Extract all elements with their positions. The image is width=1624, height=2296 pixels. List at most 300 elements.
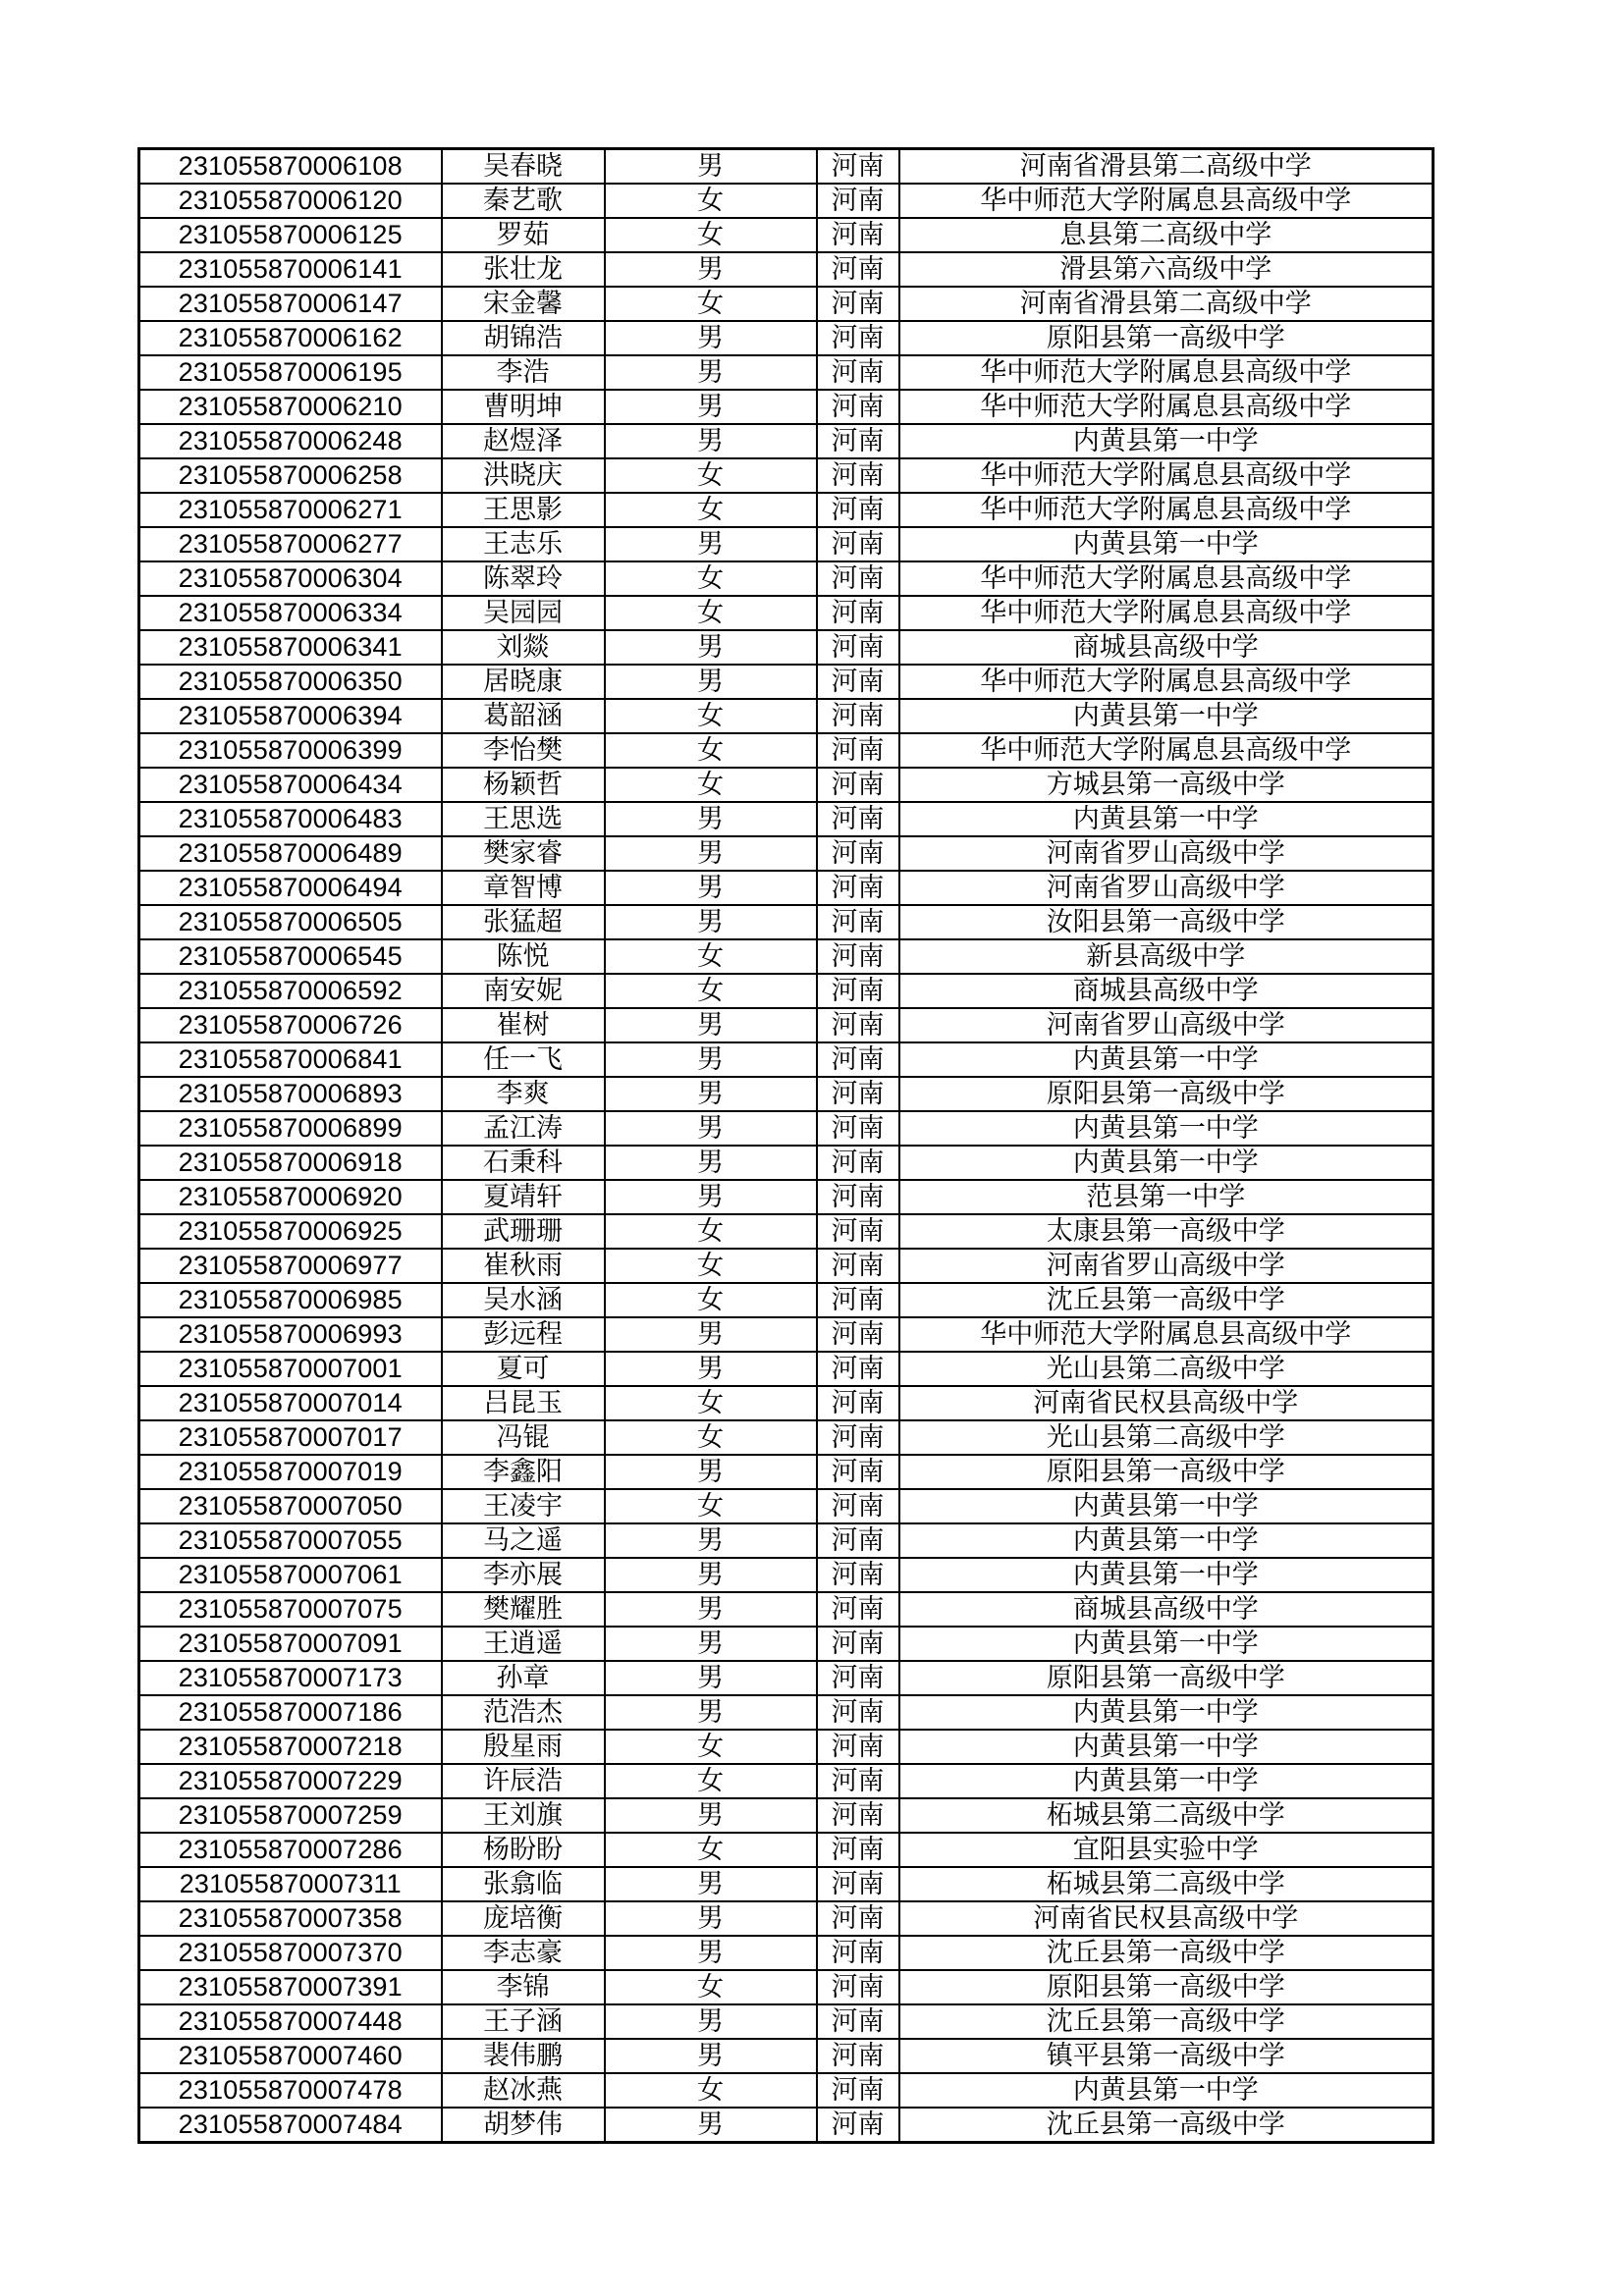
province-cell: 河南	[817, 871, 899, 905]
table-row	[139, 390, 1434, 424]
province-cell: 河南	[817, 149, 899, 185]
province-cell: 河南	[817, 733, 899, 768]
name-cell: 夏靖轩	[442, 1180, 605, 1214]
name-cell: 赵煜泽	[442, 424, 605, 458]
student-id-cell: 231055870006304	[139, 561, 442, 596]
school-cell: 河南省滑县第二高级中学	[899, 149, 1434, 185]
student-id-cell: 231055870006271	[139, 493, 442, 527]
table-row	[139, 974, 1434, 1008]
roster-body	[139, 149, 1434, 2143]
school-cell: 内黄县第一中学	[899, 1558, 1434, 1592]
name-cell: 赵冰燕	[442, 2073, 605, 2108]
school-cell: 华中师范大学附属息县高级中学	[899, 493, 1434, 527]
school-cell: 商城县高级中学	[899, 1592, 1434, 1627]
school-cell: 内黄县第一中学	[899, 1111, 1434, 1146]
table-row	[139, 1661, 1434, 1695]
student-id-cell: 231055870006394	[139, 699, 442, 733]
table-row	[139, 768, 1434, 802]
table-row	[139, 321, 1434, 355]
table-row	[139, 2108, 1434, 2143]
student-id-cell: 231055870007055	[139, 1523, 442, 1558]
table-row	[139, 1901, 1434, 1936]
province-cell: 河南	[817, 596, 899, 630]
table-row	[139, 1867, 1434, 1901]
school-cell: 原阳县第一高级中学	[899, 321, 1434, 355]
gender-cell: 男	[605, 1455, 817, 1489]
school-cell: 原阳县第一高级中学	[899, 1661, 1434, 1695]
student-id-cell: 231055870006399	[139, 733, 442, 768]
student-id-cell: 231055870007370	[139, 1936, 442, 1970]
student-id-cell: 231055870007460	[139, 2039, 442, 2073]
gender-cell: 男	[605, 802, 817, 836]
name-cell: 洪晓庆	[442, 458, 605, 493]
gender-cell: 男	[605, 1523, 817, 1558]
student-id-cell: 231055870006726	[139, 1008, 442, 1042]
table-row	[139, 2004, 1434, 2039]
student-roster-table	[137, 147, 1435, 2144]
name-cell: 任一飞	[442, 1042, 605, 1077]
student-id-cell: 231055870006483	[139, 802, 442, 836]
school-cell: 华中师范大学附属息县高级中学	[899, 355, 1434, 390]
province-cell: 河南	[817, 2073, 899, 2108]
name-cell: 李亦展	[442, 1558, 605, 1592]
province-cell: 河南	[817, 1489, 899, 1523]
student-id-cell: 231055870006147	[139, 287, 442, 321]
school-cell: 河南省滑县第二高级中学	[899, 287, 1434, 321]
gender-cell: 男	[605, 1627, 817, 1661]
name-cell: 李锦	[442, 1970, 605, 2004]
student-id-cell: 231055870006258	[139, 458, 442, 493]
gender-cell: 女	[605, 561, 817, 596]
gender-cell: 女	[605, 1833, 817, 1867]
province-cell: 河南	[817, 493, 899, 527]
student-id-cell: 231055870007478	[139, 2073, 442, 2108]
student-id-cell: 231055870006592	[139, 974, 442, 1008]
name-cell: 张壮龙	[442, 252, 605, 287]
province-cell: 河南	[817, 2039, 899, 2073]
province-cell: 河南	[817, 1455, 899, 1489]
student-id-cell: 231055870006108	[139, 149, 442, 185]
name-cell: 殷星雨	[442, 1730, 605, 1764]
school-cell: 华中师范大学附属息县高级中学	[899, 184, 1434, 218]
gender-cell: 男	[605, 1042, 817, 1077]
name-cell: 章智博	[442, 871, 605, 905]
student-id-cell: 231055870006893	[139, 1077, 442, 1111]
student-id-cell: 231055870007017	[139, 1420, 442, 1455]
name-cell: 王思影	[442, 493, 605, 527]
gender-cell: 女	[605, 939, 817, 974]
table-row	[139, 871, 1434, 905]
school-cell: 华中师范大学附属息县高级中学	[899, 665, 1434, 699]
gender-cell: 女	[605, 493, 817, 527]
student-id-cell: 231055870006341	[139, 630, 442, 665]
table-row	[139, 596, 1434, 630]
table-row	[139, 733, 1434, 768]
student-id-cell: 231055870006489	[139, 836, 442, 871]
name-cell: 王志乐	[442, 527, 605, 561]
table-row	[139, 2073, 1434, 2108]
gender-cell: 女	[605, 596, 817, 630]
province-cell: 河南	[817, 1901, 899, 1936]
gender-cell: 男	[605, 630, 817, 665]
school-cell: 内黄县第一中学	[899, 2073, 1434, 2108]
gender-cell: 男	[605, 390, 817, 424]
gender-cell: 女	[605, 1730, 817, 1764]
table-row	[139, 252, 1434, 287]
student-id-cell: 231055870007448	[139, 2004, 442, 2039]
province-cell: 河南	[817, 1077, 899, 1111]
school-cell: 镇平县第一高级中学	[899, 2039, 1434, 2073]
name-cell: 张翕临	[442, 1867, 605, 1901]
school-cell: 河南省民权县高级中学	[899, 1901, 1434, 1936]
province-cell: 河南	[817, 252, 899, 287]
student-id-cell: 231055870007186	[139, 1695, 442, 1730]
gender-cell: 男	[605, 1695, 817, 1730]
school-cell: 原阳县第一高级中学	[899, 1077, 1434, 1111]
student-id-cell: 231055870006925	[139, 1214, 442, 1249]
student-id-cell: 231055870007091	[139, 1627, 442, 1661]
gender-cell: 男	[605, 2108, 817, 2143]
school-cell: 光山县第二高级中学	[899, 1420, 1434, 1455]
school-cell: 沈丘县第一高级中学	[899, 2004, 1434, 2039]
province-cell: 河南	[817, 768, 899, 802]
table-row	[139, 355, 1434, 390]
school-cell: 内黄县第一中学	[899, 802, 1434, 836]
student-id-cell: 231055870007259	[139, 1798, 442, 1833]
name-cell: 张猛超	[442, 905, 605, 939]
gender-cell: 男	[605, 1146, 817, 1180]
student-id-cell: 231055870006248	[139, 424, 442, 458]
student-id-cell: 231055870007075	[139, 1592, 442, 1627]
province-cell: 河南	[817, 630, 899, 665]
province-cell: 河南	[817, 1111, 899, 1146]
table-row	[139, 1317, 1434, 1352]
name-cell: 许辰浩	[442, 1764, 605, 1798]
gender-cell: 女	[605, 218, 817, 252]
student-id-cell: 231055870006993	[139, 1317, 442, 1352]
name-cell: 王思选	[442, 802, 605, 836]
gender-cell: 男	[605, 1798, 817, 1833]
gender-cell: 男	[605, 2004, 817, 2039]
province-cell: 河南	[817, 1661, 899, 1695]
school-cell: 柘城县第二高级中学	[899, 1798, 1434, 1833]
name-cell: 吴园园	[442, 596, 605, 630]
student-id-cell: 231055870007358	[139, 1901, 442, 1936]
name-cell: 秦艺歌	[442, 184, 605, 218]
school-cell: 汝阳县第一高级中学	[899, 905, 1434, 939]
table-row	[139, 1042, 1434, 1077]
province-cell: 河南	[817, 1008, 899, 1042]
province-cell: 河南	[817, 1867, 899, 1901]
name-cell: 吴水涵	[442, 1283, 605, 1317]
gender-cell: 男	[605, 1592, 817, 1627]
province-cell: 河南	[817, 1386, 899, 1420]
table-row	[139, 905, 1434, 939]
table-row	[139, 1558, 1434, 1592]
gender-cell: 女	[605, 974, 817, 1008]
province-cell: 河南	[817, 287, 899, 321]
table-row	[139, 1386, 1434, 1420]
name-cell: 南安妮	[442, 974, 605, 1008]
table-row	[139, 1592, 1434, 1627]
student-id-cell: 231055870006977	[139, 1249, 442, 1283]
province-cell: 河南	[817, 2004, 899, 2039]
school-cell: 河南省民权县高级中学	[899, 1386, 1434, 1420]
school-cell: 内黄县第一中学	[899, 1764, 1434, 1798]
name-cell: 樊耀胜	[442, 1592, 605, 1627]
school-cell: 方城县第一高级中学	[899, 768, 1434, 802]
student-id-cell: 231055870006210	[139, 390, 442, 424]
name-cell: 王子涵	[442, 2004, 605, 2039]
name-cell: 彭远程	[442, 1317, 605, 1352]
student-id-cell: 231055870006120	[139, 184, 442, 218]
school-cell: 华中师范大学附属息县高级中学	[899, 390, 1434, 424]
table-row	[139, 1798, 1434, 1833]
name-cell: 李爽	[442, 1077, 605, 1111]
name-cell: 庞培衡	[442, 1901, 605, 1936]
name-cell: 李鑫阳	[442, 1455, 605, 1489]
gender-cell: 女	[605, 458, 817, 493]
school-cell: 息县第二高级中学	[899, 218, 1434, 252]
table-row	[139, 1420, 1434, 1455]
table-row	[139, 218, 1434, 252]
student-id-cell: 231055870006350	[139, 665, 442, 699]
gender-cell: 女	[605, 1764, 817, 1798]
table-row	[139, 1214, 1434, 1249]
gender-cell: 女	[605, 1386, 817, 1420]
table-row	[139, 1008, 1434, 1042]
gender-cell: 男	[605, 1180, 817, 1214]
province-cell: 河南	[817, 1249, 899, 1283]
table-row	[139, 527, 1434, 561]
student-id-cell: 231055870007229	[139, 1764, 442, 1798]
student-id-cell: 231055870006277	[139, 527, 442, 561]
student-id-cell: 231055870006494	[139, 871, 442, 905]
name-cell: 孟江涛	[442, 1111, 605, 1146]
gender-cell: 男	[605, 836, 817, 871]
student-id-cell: 231055870007484	[139, 2108, 442, 2143]
school-cell: 华中师范大学附属息县高级中学	[899, 561, 1434, 596]
name-cell: 夏可	[442, 1352, 605, 1386]
province-cell: 河南	[817, 1798, 899, 1833]
school-cell: 内黄县第一中学	[899, 527, 1434, 561]
school-cell: 商城县高级中学	[899, 974, 1434, 1008]
table-row	[139, 561, 1434, 596]
table-row	[139, 802, 1434, 836]
school-cell: 内黄县第一中学	[899, 424, 1434, 458]
student-id-cell: 231055870006334	[139, 596, 442, 630]
name-cell: 孙章	[442, 1661, 605, 1695]
gender-cell: 男	[605, 1901, 817, 1936]
name-cell: 王刘旗	[442, 1798, 605, 1833]
student-id-cell: 231055870006985	[139, 1283, 442, 1317]
gender-cell: 男	[605, 871, 817, 905]
school-cell: 华中师范大学附属息县高级中学	[899, 733, 1434, 768]
school-cell: 内黄县第一中学	[899, 1489, 1434, 1523]
gender-cell: 女	[605, 1283, 817, 1317]
province-cell: 河南	[817, 1042, 899, 1077]
student-id-cell: 231055870007391	[139, 1970, 442, 2004]
gender-cell: 女	[605, 768, 817, 802]
school-cell: 新县高级中学	[899, 939, 1434, 974]
school-cell: 宜阳县实验中学	[899, 1833, 1434, 1867]
table-row	[139, 1489, 1434, 1523]
table-row	[139, 939, 1434, 974]
table-row	[139, 1695, 1434, 1730]
province-cell: 河南	[817, 905, 899, 939]
student-id-cell: 231055870007311	[139, 1867, 442, 1901]
province-cell: 河南	[817, 1214, 899, 1249]
province-cell: 河南	[817, 1695, 899, 1730]
province-cell: 河南	[817, 836, 899, 871]
student-id-cell: 231055870007019	[139, 1455, 442, 1489]
school-cell: 柘城县第二高级中学	[899, 1867, 1434, 1901]
table-row	[139, 424, 1434, 458]
gender-cell: 男	[605, 2039, 817, 2073]
gender-cell: 男	[605, 905, 817, 939]
name-cell: 吕昆玉	[442, 1386, 605, 1420]
table-row	[139, 1111, 1434, 1146]
province-cell: 河南	[817, 1936, 899, 1970]
school-cell: 内黄县第一中学	[899, 1042, 1434, 1077]
name-cell: 王逍遥	[442, 1627, 605, 1661]
province-cell: 河南	[817, 1627, 899, 1661]
province-cell: 河南	[817, 1180, 899, 1214]
gender-cell: 男	[605, 1077, 817, 1111]
gender-cell: 男	[605, 252, 817, 287]
student-id-cell: 231055870007014	[139, 1386, 442, 1420]
table-row	[139, 2039, 1434, 2073]
table-row	[139, 1970, 1434, 2004]
gender-cell: 女	[605, 1214, 817, 1249]
school-cell: 华中师范大学附属息县高级中学	[899, 1317, 1434, 1352]
province-cell: 河南	[817, 355, 899, 390]
school-cell: 河南省罗山高级中学	[899, 1249, 1434, 1283]
province-cell: 河南	[817, 1833, 899, 1867]
name-cell: 冯锟	[442, 1420, 605, 1455]
school-cell: 河南省罗山高级中学	[899, 1008, 1434, 1042]
student-id-cell: 231055870006545	[139, 939, 442, 974]
school-cell: 内黄县第一中学	[899, 1146, 1434, 1180]
table-row	[139, 665, 1434, 699]
table-row	[139, 699, 1434, 733]
province-cell: 河南	[817, 1764, 899, 1798]
table-row	[139, 1455, 1434, 1489]
gender-cell: 男	[605, 1661, 817, 1695]
province-cell: 河南	[817, 2108, 899, 2143]
gender-cell: 男	[605, 1558, 817, 1592]
name-cell: 李志豪	[442, 1936, 605, 1970]
gender-cell: 男	[605, 149, 817, 185]
name-cell: 居晓康	[442, 665, 605, 699]
gender-cell: 男	[605, 1317, 817, 1352]
province-cell: 河南	[817, 802, 899, 836]
province-cell: 河南	[817, 1283, 899, 1317]
student-id-cell: 231055870006434	[139, 768, 442, 802]
table-row	[139, 1833, 1434, 1867]
province-cell: 河南	[817, 424, 899, 458]
table-row	[139, 493, 1434, 527]
gender-cell: 男	[605, 1352, 817, 1386]
table-row	[139, 1627, 1434, 1661]
province-cell: 河南	[817, 1523, 899, 1558]
table-row	[139, 1077, 1434, 1111]
student-id-cell: 231055870006899	[139, 1111, 442, 1146]
gender-cell: 女	[605, 287, 817, 321]
school-cell: 内黄县第一中学	[899, 1627, 1434, 1661]
name-cell: 陈翠玲	[442, 561, 605, 596]
school-cell: 光山县第二高级中学	[899, 1352, 1434, 1386]
name-cell: 李浩	[442, 355, 605, 390]
gender-cell: 男	[605, 1008, 817, 1042]
school-cell: 内黄县第一中学	[899, 1695, 1434, 1730]
gender-cell: 男	[605, 355, 817, 390]
name-cell: 裴伟鹏	[442, 2039, 605, 2073]
gender-cell: 女	[605, 1420, 817, 1455]
province-cell: 河南	[817, 1317, 899, 1352]
school-cell: 河南省罗山高级中学	[899, 836, 1434, 871]
gender-cell: 男	[605, 1936, 817, 1970]
gender-cell: 女	[605, 184, 817, 218]
name-cell: 胡梦伟	[442, 2108, 605, 2143]
name-cell: 曹明坤	[442, 390, 605, 424]
province-cell: 河南	[817, 1592, 899, 1627]
table-row	[139, 1283, 1434, 1317]
student-id-cell: 231055870007050	[139, 1489, 442, 1523]
province-cell: 河南	[817, 974, 899, 1008]
table-row	[139, 184, 1434, 218]
school-cell: 华中师范大学附属息县高级中学	[899, 458, 1434, 493]
gender-cell: 男	[605, 321, 817, 355]
name-cell: 陈悦	[442, 939, 605, 974]
gender-cell: 女	[605, 1249, 817, 1283]
province-cell: 河南	[817, 527, 899, 561]
school-cell: 商城县高级中学	[899, 630, 1434, 665]
name-cell: 罗茹	[442, 218, 605, 252]
province-cell: 河南	[817, 1970, 899, 2004]
gender-cell: 女	[605, 1970, 817, 2004]
province-cell: 河南	[817, 1730, 899, 1764]
student-id-cell: 231055870006841	[139, 1042, 442, 1077]
name-cell: 宋金馨	[442, 287, 605, 321]
student-id-cell: 231055870007061	[139, 1558, 442, 1592]
name-cell: 杨盼盼	[442, 1833, 605, 1867]
table-row	[139, 1180, 1434, 1214]
province-cell: 河南	[817, 1352, 899, 1386]
province-cell: 河南	[817, 390, 899, 424]
name-cell: 石秉科	[442, 1146, 605, 1180]
province-cell: 河南	[817, 665, 899, 699]
student-id-cell: 231055870006920	[139, 1180, 442, 1214]
province-cell: 河南	[817, 1146, 899, 1180]
name-cell: 崔树	[442, 1008, 605, 1042]
school-cell: 原阳县第一高级中学	[899, 1455, 1434, 1489]
school-cell: 太康县第一高级中学	[899, 1214, 1434, 1249]
student-id-cell: 231055870007001	[139, 1352, 442, 1386]
table-row	[139, 458, 1434, 493]
table-row	[139, 1146, 1434, 1180]
province-cell: 河南	[817, 939, 899, 974]
name-cell: 武珊珊	[442, 1214, 605, 1249]
school-cell: 沈丘县第一高级中学	[899, 1936, 1434, 1970]
province-cell: 河南	[817, 1558, 899, 1592]
table-row	[139, 1764, 1434, 1798]
name-cell: 李怡樊	[442, 733, 605, 768]
table-row	[139, 836, 1434, 871]
province-cell: 河南	[817, 458, 899, 493]
gender-cell: 女	[605, 733, 817, 768]
student-id-cell: 231055870006125	[139, 218, 442, 252]
